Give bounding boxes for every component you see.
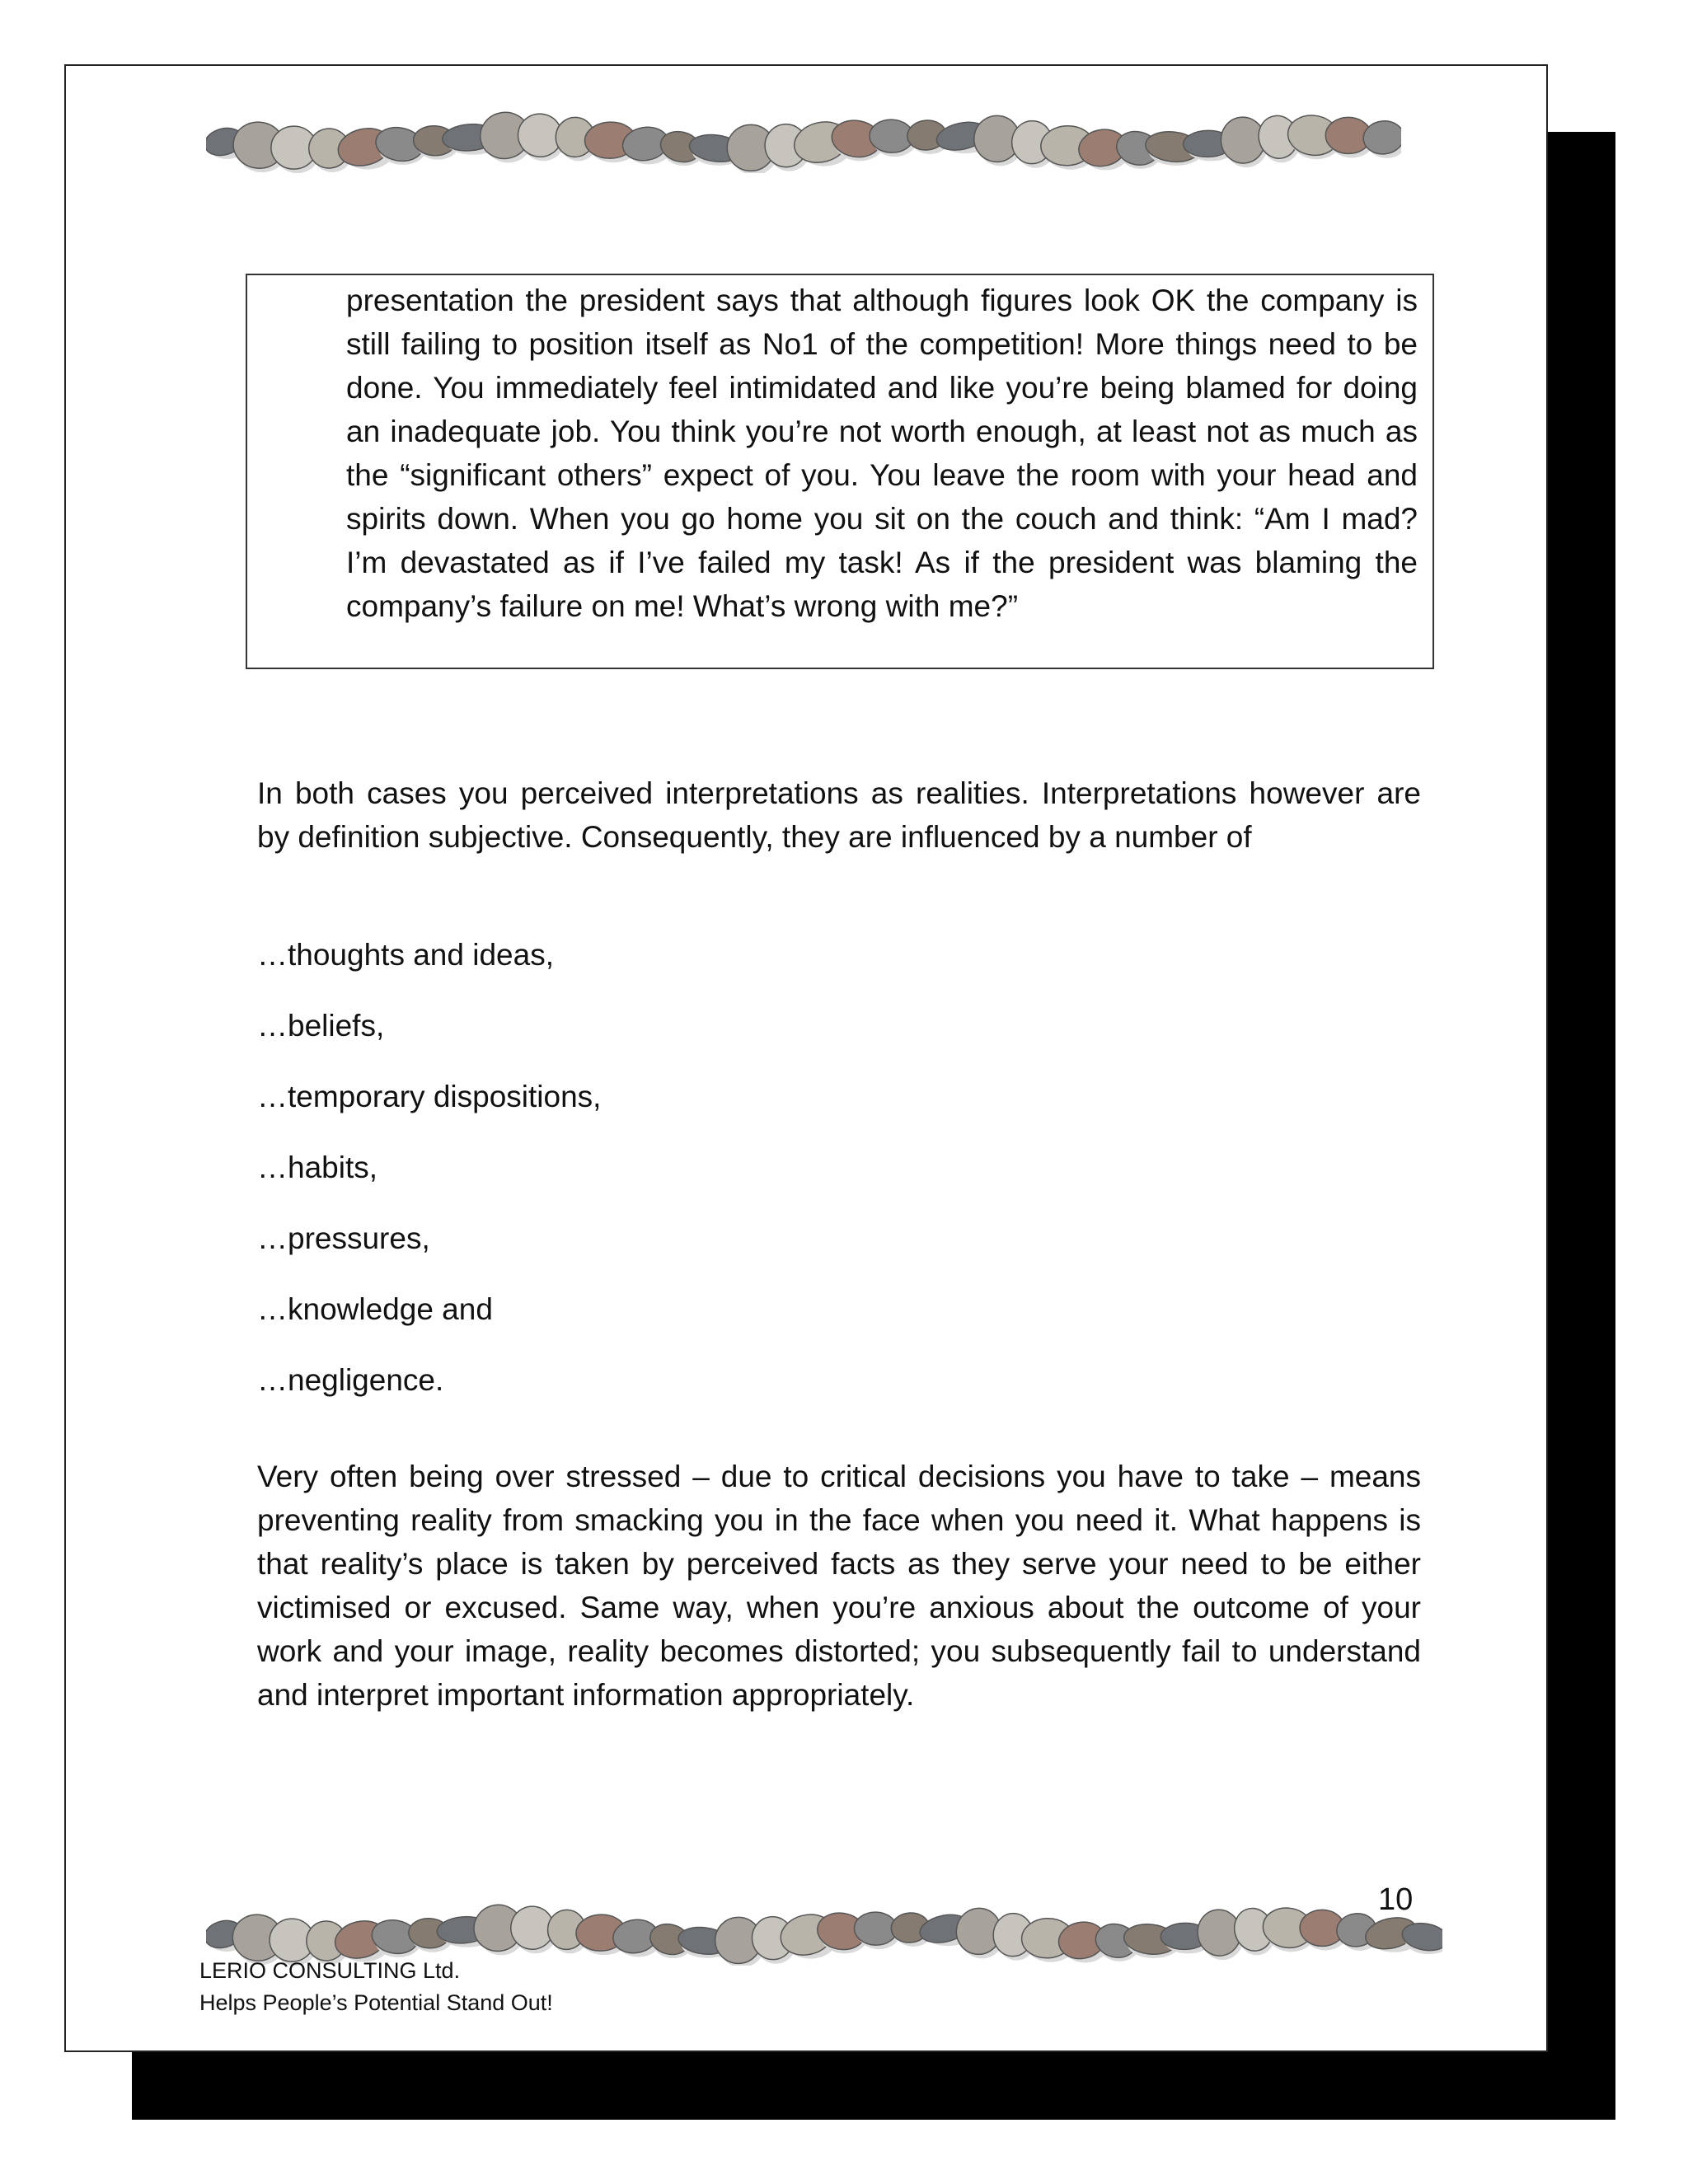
body-paragraph-1: In both cases you perceived interpretations as realities. Interpretations however are by definition subjective. Consequently, they are influenced by a number of [257,776,1421,854]
quote-text: presentation the president says that although figures look OK the company is still failing to position itself as No1 of the competition! More things need to be done. You immediately feel intimidated and like you’re being blamed for doing an inadequate job. You think you’re not worth enough, at least not as much as the “significant others” expect of you. You leave the room with your head and spirits down. When you go home you sit on the couch and think: “Am I mad? I’m devastated as if I’ve failed my task! As if the president was blaming the company’s failure on me! What’s wrong with me?” [346,284,1418,623]
footer-company: LERIO CONSULTING Ltd. [199,1958,461,1983]
list-item: …temporary dispositions, [257,1080,602,1113]
list-item: …beliefs, [257,1009,385,1043]
list-item: …negligence. [257,1363,444,1397]
pebble-border-icon [206,99,1401,173]
footer [199,1955,553,2019]
page-number: 10 [1378,1882,1414,1917]
list-item: …habits, [257,1151,378,1184]
document-page [64,64,1548,2052]
footer-tagline: Helps People’s Potential Stand Out! [199,1990,553,2015]
list-item: …pressures, [257,1221,430,1255]
list-item: …thoughts and ideas, [257,938,554,972]
quote-box [246,274,1434,669]
body-paragraph-2: Very often being over stressed – due to critical decisions you have to take – means preventing reality from smacking you in the face when you need it. What happens is that reality’s place is taken by perceived facts as they serve your need to be either victimised or excused. Same way, when you’re anxious about the outcome of your work and your image, reality becomes distorted; you subsequently fail to understand and interpret important information appropriately. [257,1460,1421,1712]
influences-list [257,933,601,1429]
list-item: …knowledge and [257,1292,493,1326]
